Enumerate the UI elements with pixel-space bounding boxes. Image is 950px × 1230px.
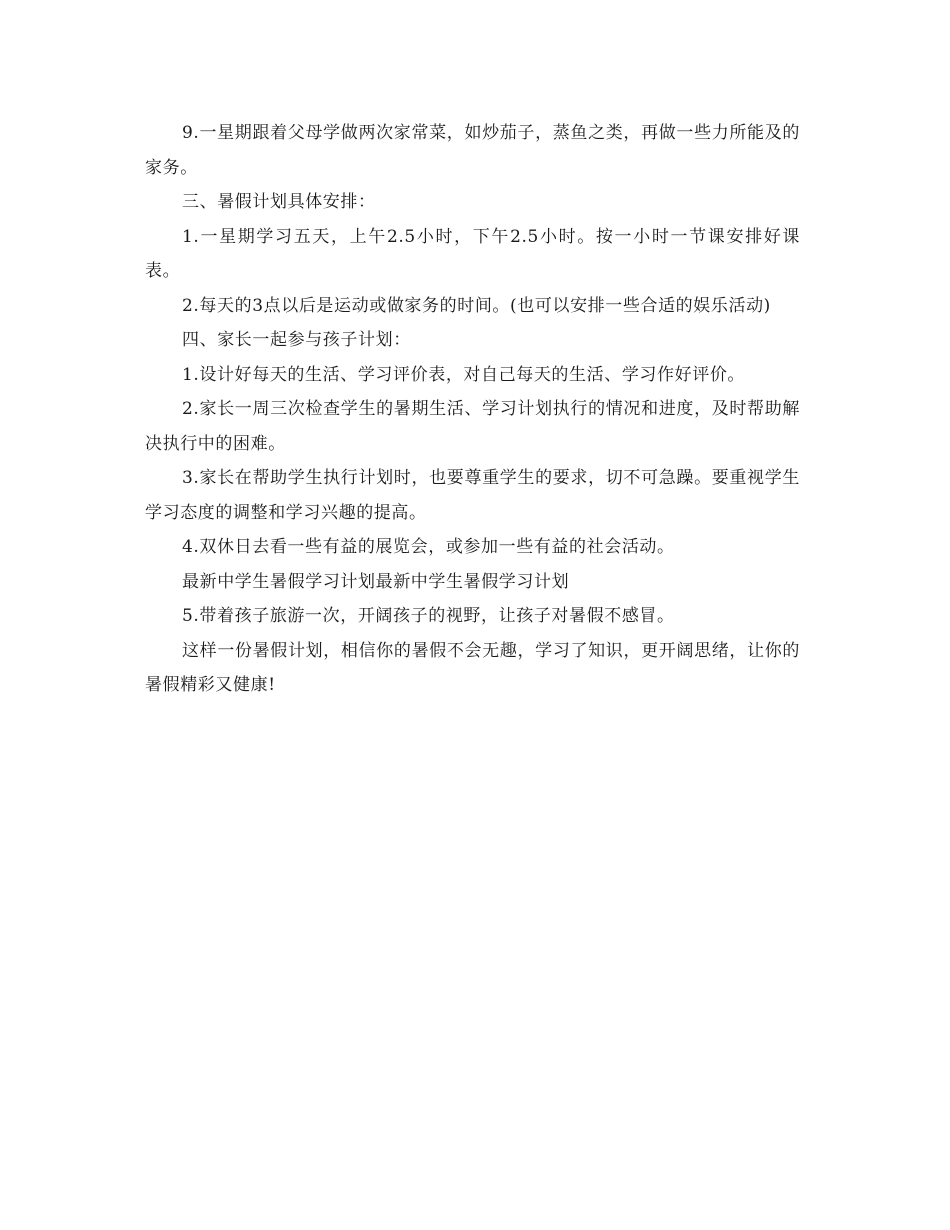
paragraph-travel: 5.带着孩子旅游一次，开阔孩子的视野，让孩子对暑假不感冒。 <box>182 606 675 626</box>
paragraph-afternoon-activities: 2.每天的3点以后是运动或做家务的时间。(也可以安排一些合适的娱乐活动) <box>182 295 771 316</box>
paragraph-repeated-title: 最新中学生暑假学习计划最新中学生暑假学习计划 <box>182 571 570 592</box>
paragraph-parent-checks: 2.家长一周三次检查学生的暑期生活、学习计划执行的情况和进度，及时帮助解决执行中的困难。 <box>145 399 800 454</box>
paragraph-evaluation-table: 1.设计好每天的生活、学习评价表，对自己每天的生活、学习作好评价。 <box>182 364 746 385</box>
paragraph-respect-requests: 3.家长在帮助学生执行计划时，也要尊重学生的要求，切不可急躁。要重视学生学习态度的调整和学习兴趣的提高。 <box>145 468 800 523</box>
section-heading-parents: 四、家长一起参与孩子计划： <box>182 330 411 350</box>
section-heading-arrangement: 三、暑假计划具体安排： <box>182 192 376 212</box>
paragraph-item-9-cooking: 9.一星期跟着父母学做两次家常菜，如炒茄子，蒸鱼之类，再做一些力所能及的家务。 <box>145 123 800 178</box>
paragraph-weekend-exhibitions: 4.双休日去看一些有益的展览会，或参加一些有益的社会活动。 <box>182 537 675 557</box>
document-body <box>145 116 800 703</box>
paragraph-conclusion: 这样一份暑假计划，相信你的暑假不会无趣，学习了知识，更开阔思绪，让你的暑假精彩又健康! <box>145 640 800 695</box>
paragraph-study-schedule: 1.一星期学习五天，上午2.5小时，下午2.5小时。按一小时一节课安排好课表。 <box>145 226 800 281</box>
